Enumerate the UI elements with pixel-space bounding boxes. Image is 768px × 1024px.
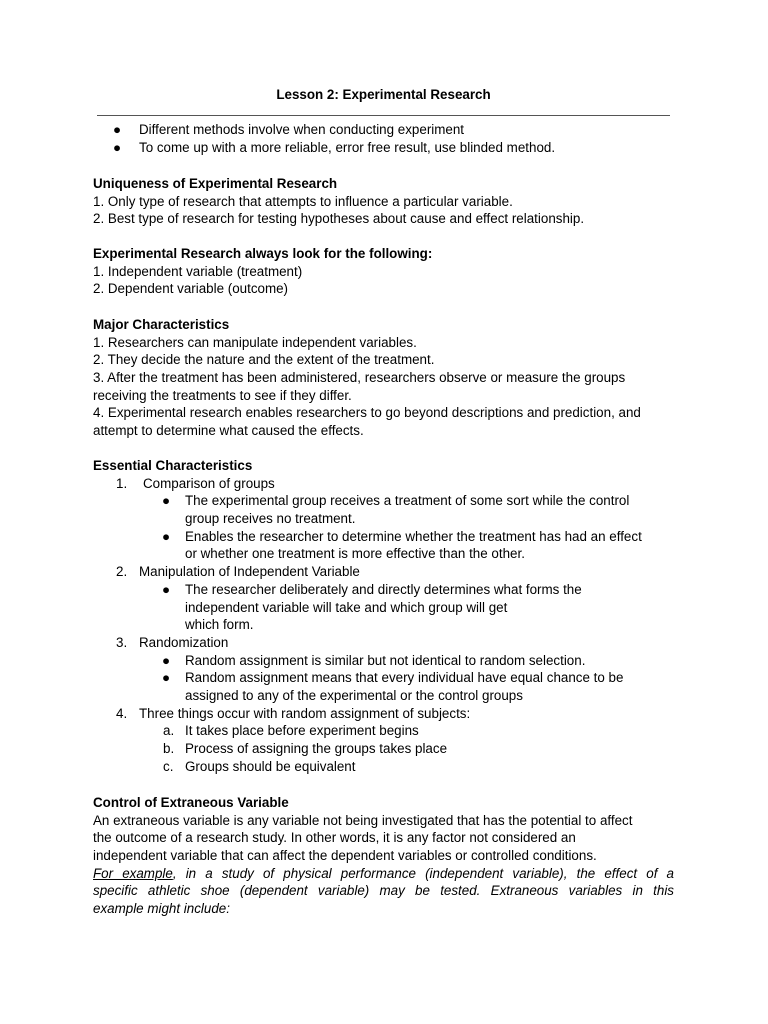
- list-item: 1. Only type of research that attempts to influence a particular variable.: [93, 193, 513, 209]
- section-heading: Control of Extraneous Variable: [93, 795, 289, 810]
- list-letter: a.: [163, 723, 175, 739]
- look-for-section: [93, 245, 674, 298]
- text-line: attempt to determine what caused the effects.: [93, 423, 364, 439]
- section-heading: Uniqueness of Experimental Research: [93, 176, 338, 191]
- text-line: An extraneous variable is any variable not being investigated that has the potential to affect: [93, 812, 633, 828]
- list-item: 2. Best type of research for testing hypotheses about cause and effect relationship.: [93, 211, 585, 227]
- essential-characteristics-section: [93, 457, 674, 775]
- bullet-icon: ●: [113, 122, 122, 137]
- lettered-item: c. Groups should be equivalent: [163, 758, 356, 774]
- list-item: 1. Independent variable (treatment): [93, 263, 303, 279]
- lettered-item: a. It takes place before experiment begins: [163, 723, 419, 739]
- text-line: 1. Researchers can manipulate independent variables.: [93, 334, 417, 350]
- page-title: Lesson 2: Experimental Research: [276, 87, 491, 102]
- text-line: or whether one treatment is more effective than the other.: [185, 546, 525, 562]
- text-line: assigned to any of the experimental or the control groups: [185, 687, 523, 703]
- text-line: which form.: [185, 617, 254, 633]
- lettered-item: b. Process of assigning the groups takes place: [163, 741, 448, 756]
- major-characteristics-section: [93, 316, 674, 440]
- list-letter: b.: [163, 741, 175, 756]
- bullet-icon: ●: [162, 581, 171, 597]
- list-item: 3. Randomization: [116, 634, 229, 650]
- control-section: [93, 794, 674, 918]
- list-item: 1. Comparison of groups: [116, 475, 275, 491]
- list-letter: c.: [163, 758, 174, 774]
- text-line: 3. After the treatment has been administered, researchers observe or measure the groups: [93, 370, 626, 386]
- text-line: 2. They decide the nature and the extent of the treatment.: [93, 352, 435, 368]
- example-line: example might include:: [93, 901, 230, 917]
- list-number: 4.: [116, 705, 128, 721]
- text-line: 4. Experimental research enables researchers to go beyond descriptions and prediction, and: [93, 405, 641, 421]
- sub-bullet: ● Enables the researcher to determine whether the treatment has had an effect: [162, 528, 642, 544]
- bullet-icon: ●: [162, 652, 171, 668]
- text-line: the outcome of a research study. In other words, it is any factor not considered an: [93, 830, 576, 846]
- list-number: 1.: [116, 475, 128, 491]
- example-line: specific athletic shoe (dependent variable) may be tested. Extraneous variables in this: [93, 883, 674, 899]
- uniqueness-section: [93, 175, 674, 228]
- text-line: receiving the treatments to see if they differ.: [93, 387, 352, 403]
- sub-bullet: ● The researcher deliberately and directly determines what forms the: [162, 581, 582, 597]
- title-divider: [97, 115, 670, 116]
- sub-bullet: ● The experimental group receives a treatment of some sort while the control: [162, 493, 630, 509]
- bullet-icon: ●: [113, 139, 122, 155]
- bullet-icon: ●: [162, 528, 171, 544]
- bullet-icon: ●: [162, 670, 171, 686]
- list-number: 2.: [116, 564, 128, 580]
- list-item: 4. Three things occur with random assignment of subjects:: [116, 705, 471, 721]
- section-heading: Major Characteristics: [93, 317, 230, 332]
- text-line: independent variable that can affect the dependent variables or controlled conditions.: [93, 848, 597, 864]
- intro-bullet-list: [93, 121, 674, 156]
- sub-bullet: ● Random assignment is similar but not identical to random selection.: [162, 652, 586, 668]
- text-line: independent variable will take and which group will get: [185, 599, 508, 615]
- list-item: ● To come up with a more reliable, error free result, use blinded method.: [113, 139, 556, 155]
- list-number: 3.: [116, 634, 128, 650]
- list-item: ● Different methods involve when conducting experiment: [113, 122, 465, 137]
- example-line: For example, in a study of physical performance (independent variable), the effect of a: [93, 865, 674, 881]
- bullet-icon: ●: [162, 493, 171, 509]
- list-item: 2. Dependent variable (outcome): [93, 281, 289, 297]
- text-line: group receives no treatment.: [185, 511, 356, 527]
- sub-bullet: ● Random assignment means that every individual have equal chance to be: [162, 670, 624, 686]
- example-lead: For example: [93, 865, 173, 881]
- list-item: 2. Manipulation of Independent Variable: [116, 564, 360, 580]
- section-heading: Experimental Research always look for the following:: [93, 246, 433, 261]
- section-heading: Essential Characteristics: [93, 458, 253, 473]
